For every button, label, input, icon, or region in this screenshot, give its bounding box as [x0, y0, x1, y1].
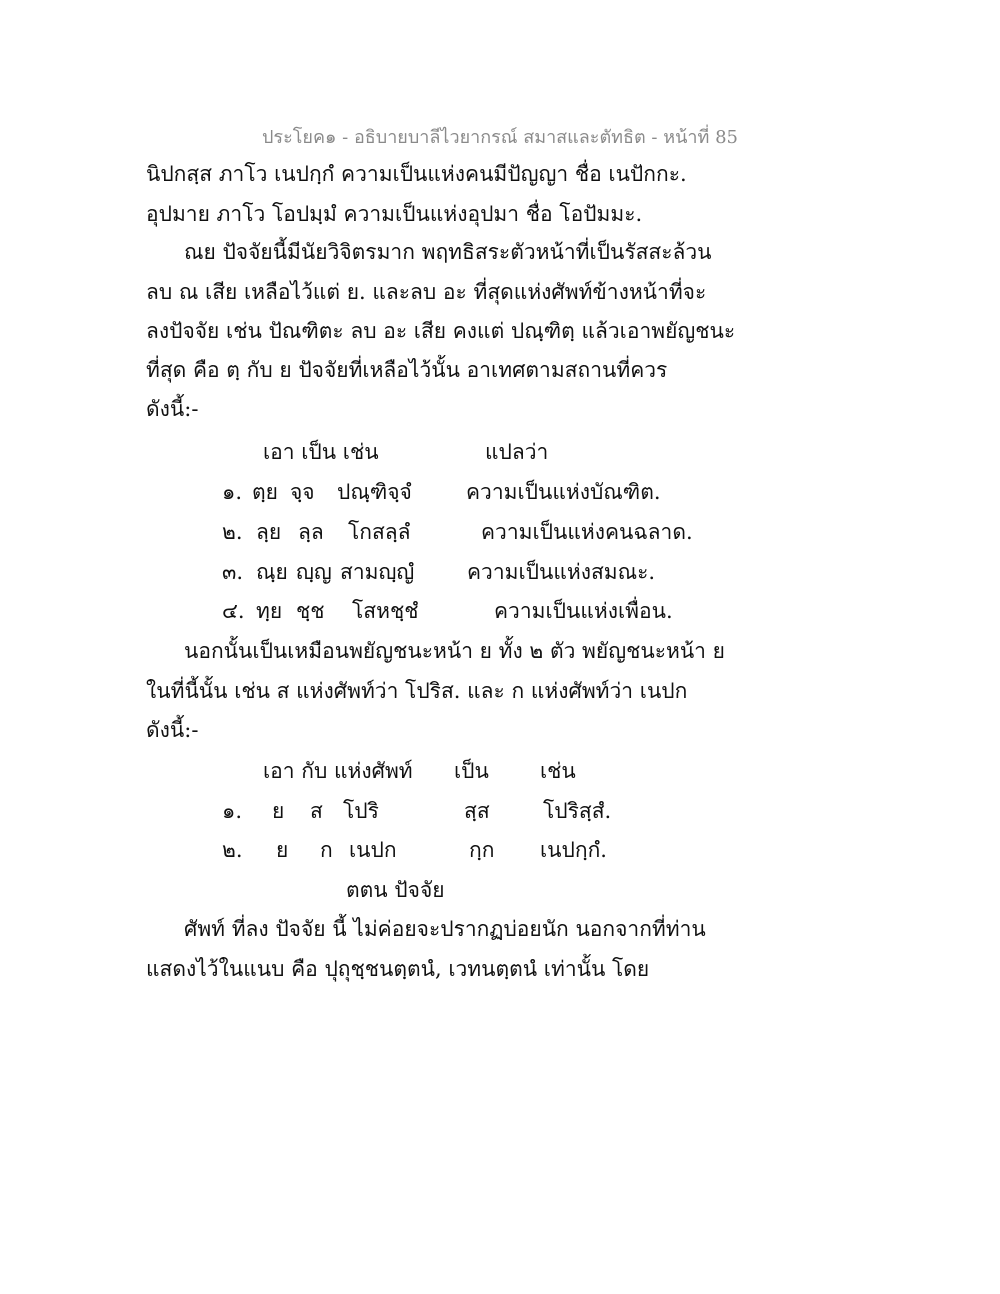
table1-cell: สามญฺญํ	[340, 560, 415, 584]
table2-header-left: เอา กับ แห่งศัพท์	[263, 759, 413, 783]
paragraph-line: อุปมาย ภาโว โอปมฺมํ ความเป็นแห่งอุปมา ชื่อ โอปัมมะ.	[146, 202, 643, 226]
table1-cell: ความเป็นแห่งสมณะ.	[467, 560, 656, 584]
table1-cell: ญฺญ	[296, 560, 332, 584]
table2-header-right: เช่น	[540, 759, 576, 783]
table2-header-mid: เป็น	[454, 759, 489, 783]
paragraph-line: ลบ ณ เสีย เหลือไว้แต่ ย. และลบ อะ ที่สุดแห่งศัพท์ข้างหน้าที่จะ	[146, 280, 707, 304]
table1-cell: โกสลฺลํ	[348, 520, 411, 544]
paragraph-line: นิปกสฺส ภาโว เนปกฺกํ ความเป็นแห่งคนมีปัญญา ชื่อ เนปักกะ.	[146, 162, 687, 186]
table1-num: ๓.	[222, 560, 244, 584]
table1-num: ๔.	[222, 599, 245, 623]
table2-cell: สฺส	[464, 799, 490, 823]
table1-header-right: แปลว่า	[485, 440, 549, 464]
paragraph-line: ดังนี้:-	[146, 718, 199, 742]
paragraph-line: แสดงไว้ในแนบ คือ ปุถุชฺชนตฺตนํ, เวทนตฺตนํ เท่านั้น โดย	[146, 957, 650, 981]
paragraph-line: ดังนี้:-	[146, 397, 199, 421]
paragraph-line: ที่สุด คือ ตฺ กับ ย ปัจจัยที่เหลือไว้นั้น อาเทศตามสถานที่ควร	[146, 358, 668, 382]
table2-cell: เนปกฺกํ.	[540, 838, 607, 862]
table1-cell: ปณฺฑิจฺจํ	[337, 480, 412, 504]
paragraph-line: นอกนั้นเป็นเหมือนพยัญชนะหน้า ย ทั้ง ๒ ตัว พยัญชนะหน้า ย	[184, 639, 725, 663]
running-header: ประโยค๑ - อธิบายบาลีไวยากรณ์ สมาสและตัทธิต - หน้าที่ 85	[262, 127, 738, 148]
table1-cell: ชฺช	[296, 599, 325, 623]
section-title: ตตน ปัจจัย	[346, 878, 445, 902]
table1-cell: ความเป็นแห่งคนฉลาด.	[481, 520, 693, 544]
table1-cell: โสหชฺชํ	[352, 599, 419, 623]
table2-cell: โปริสฺสํ.	[543, 799, 612, 823]
table1-cell: ลฺล	[298, 520, 324, 544]
table2-cell: โปริ	[343, 799, 379, 823]
table1-num: ๒.	[222, 520, 243, 544]
table1-cell: ความเป็นแห่งบัณฑิต.	[466, 480, 661, 504]
table1-cell: ณฺย	[256, 560, 288, 584]
table1-cell: ความเป็นแห่งเพื่อน.	[494, 599, 673, 623]
paragraph-line: ศัพท์ ที่ลง ปัจจัย นี้ ไม่ค่อยจะปรากฏบ่อยนัก นอกจากที่ท่าน	[184, 917, 706, 941]
table2-cell: เนปก	[349, 838, 397, 862]
table1-cell: ตฺย	[252, 480, 278, 504]
table2-cell: ย	[276, 838, 289, 862]
table2-cell: กฺก	[469, 838, 495, 862]
table2-num: ๒.	[222, 838, 243, 862]
table2-cell: ก	[320, 838, 333, 862]
table1-cell: ทฺย	[256, 599, 283, 623]
table2-num: ๑.	[222, 799, 243, 823]
table1-cell: จฺจ	[290, 480, 315, 504]
paragraph-line: ลงปัจจัย เช่น ปัณฑิตะ ลบ อะ เสีย คงแต่ ปณฺฑิตฺ แล้วเอาพยัญชนะ	[146, 319, 736, 343]
paragraph-line: ณย ปัจจัยนี้มีนัยวิจิตรมาก พฤทธิสระตัวหน้าที่เป็นรัสสะล้วน	[184, 240, 712, 264]
table1-cell: ลฺย	[256, 520, 282, 544]
paragraph-line: ในที่นี้นั้น เช่น ส แห่งศัพท์ว่า โปริส. และ ก แห่งศัพท์ว่า เนปก	[146, 679, 688, 703]
table1-header-left: เอา เป็น เช่น	[263, 440, 379, 464]
table2-cell: ย	[272, 799, 285, 823]
table1-num: ๑.	[222, 480, 243, 504]
table2-cell: ส	[310, 799, 323, 823]
